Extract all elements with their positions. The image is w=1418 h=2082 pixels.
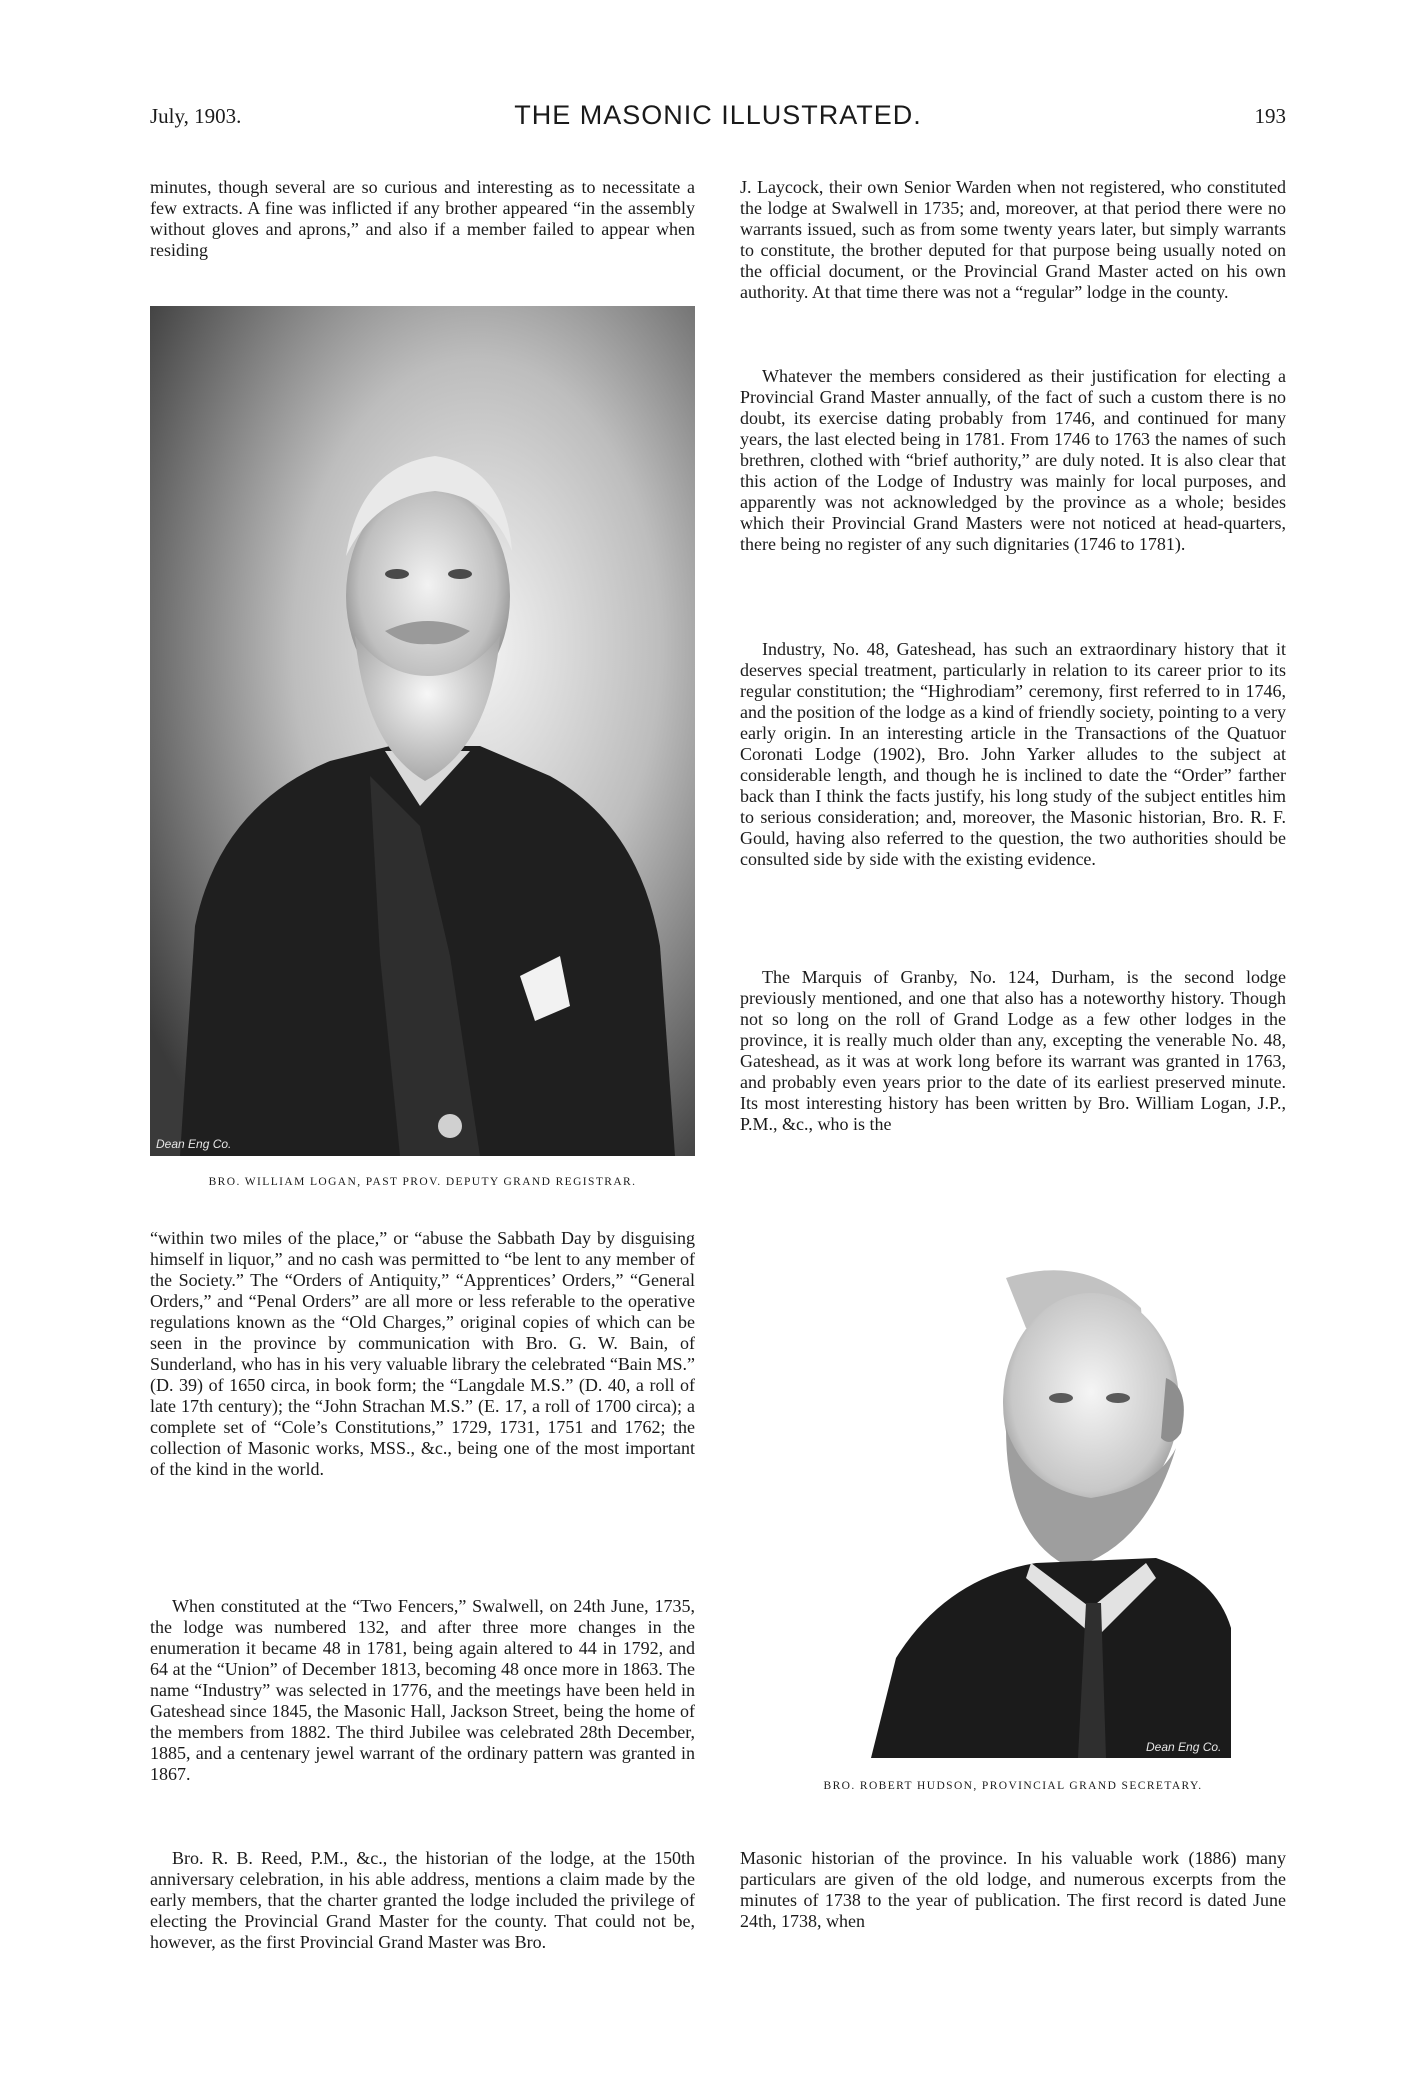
issue-date: July, 1903. [150, 104, 242, 128]
page-header [150, 100, 1286, 144]
left-top-paragraph: minutes, though several are so curious and interesting as to necessitate a few extracts. A fine was inflicted if any brother appeared “in the assembly without gloves and aprons,” and also if a member failed to appear when residing [150, 177, 695, 260]
left-paragraph-reed: Bro. R. B. Reed, P.M., &c., the historian of the lodge, at the 150th anniversary celebration, in his able address, mentions a claim made by the early members, that the charter granted the lodge included the privilege of electing the Provincial Grand Master for the county. That could not be, however, as the first Provincial Grand Master was Bro. [150, 1848, 695, 1952]
right-paragraph-laycock: J. Laycock, their own Senior Warden when not registered, who constituted the lodge at Swalwell in 1735; and, moreover, at that period there were no warrants issued, such as from some twenty years later, but simply warrants to constitute, the brother deputed for that purpose being usually noted on the official document, or the Provincial Grand Master acted on his own authority. At that time there was not a “regular” lodge in the county. [740, 177, 1286, 302]
page-number: 193 [1254, 104, 1286, 128]
portrait-william-logan-image [150, 306, 695, 1156]
engraver-mark-2: Dean Eng Co. [1146, 1740, 1222, 1754]
caption-robert-hudson: BRO. ROBERT HUDSON, PROVINCIAL GRAND SECRETARY. [823, 1780, 1203, 1792]
left-paragraph-constituted: When constituted at the “Two Fencers,” Swalwell, on 24th June, 1735, the lodge was numbered 132, and after three more changes in the enumeration it became 48 in 1781, being again altered to 44 in 1792, and 64 at the “Union” of December 1813, becoming 48 once more in 1863. The name “Industry” was selected in 1776, and the meetings have been held in Gateshead since 1845, the Masonic Hall, Jackson Street, being the home of the members from 1882. The third Jubilee was celebrated 28th December, 1885, and a centenary jewel warrant of the ordinary pattern was granted in 1867. [150, 1596, 695, 1784]
journal-title: THE MASONIC ILLUSTRATED. [514, 100, 922, 130]
portrait-robert-hudson [856, 1248, 1231, 1758]
right-paragraph-granby: The Marquis of Granby, No. 124, Durham, is the second lodge previously mentioned, and one that also has a noteworthy history. Though not so long on the roll of Grand Lodge as a few other lodges in the province, it is really much older than any, excepting the venerable No. 48, Gateshead, as it was at work long before its warrant was granted in 1763, and probably even years prior to the date of its earliest preserved minute. Its most interesting history has been written by Bro. William Logan, J.P., P.M., &c., who is the [740, 967, 1286, 1134]
right-paragraph-whatever: Whatever the members considered as their justification for electing a Provincial Grand Master annually, of the fact of such a custom there is no doubt, its exercise dating probably from 1746, and continued for many years, the last elected being in 1781. From 1746 to 1763 the names of such brethren, clothed with “brief authority,” are duly noted. It is also clear that this action of the Lodge of Industry was mainly for local purposes, and apparently was not acknowledged by the province as a whole; besides which their Provincial Grand Masters were not noticed at head-quarters, there being no register of any such dignitaries (1746 to 1781). [740, 366, 1286, 554]
caption-william-logan: BRO. WILLIAM LOGAN, PAST PROV. DEPUTY GRAND REGISTRAR. [208, 1176, 637, 1188]
portrait-robert-hudson-image [856, 1248, 1231, 1758]
engraver-mark-1: Dean Eng Co. [156, 1137, 232, 1151]
left-paragraph-within-two-miles: “within two miles of the place,” or “abuse the Sabbath Day by disguising himself in liquor,” and no cash was permitted to “be lent to any member of the Society.” The “Orders of Antiquity,” “Apprentices’ Orders,” “General Orders,” and “Penal Orders” are all more or less referable to the operative regulations known as the “Old Charges,” original copies of which can be seen in the province by communication with Bro. G. W. Bain, of Sunderland, who has in his very valuable library the celebrated “Bain MS.” (D. 39) of 1650 circa, in book form; the “Langdale M.S.” (D. 40, a roll of late 17th century); the “John Strachan M.S.” (E. 17, a roll of 1700 circa); a complete set of “Cole’s Constitutions,” 1729, 1731, 1751 and 1762; the collection of Masonic works, MSS., &c., being one of the most important of the kind in the world. [150, 1228, 695, 1479]
right-paragraph-industry: Industry, No. 48, Gateshead, has such an extraordinary history that it deserves special treatment, particularly in relation to its career prior to its regular constitution; the “Highrodiam” ceremony, first referred to in 1746, and the position of the lodge as a kind of friendly society, pointing to a very early origin. In an interesting article in the Transactions of the Quatuor Coronati Lodge (1902), Bro. John Yarker alludes to the subject at considerable length, and though he is inclined to date the “Order” farther back than I think the facts justify, his long study of the subject entitles him to serious consideration; and, moreover, the Masonic historian, Bro. R. F. Gould, having also referred to the question, the two authorities should be consulted side by side with the existing evidence. [740, 639, 1286, 869]
portrait-william-logan [150, 306, 695, 1156]
right-paragraph-bottom: Masonic historian of the province. In his valuable work (1886) many particulars are given of the old lodge, and numerous excerpts from the minutes of 1738 to the year of publication. The first record is dated June 24th, 1738, when [740, 1848, 1286, 1931]
